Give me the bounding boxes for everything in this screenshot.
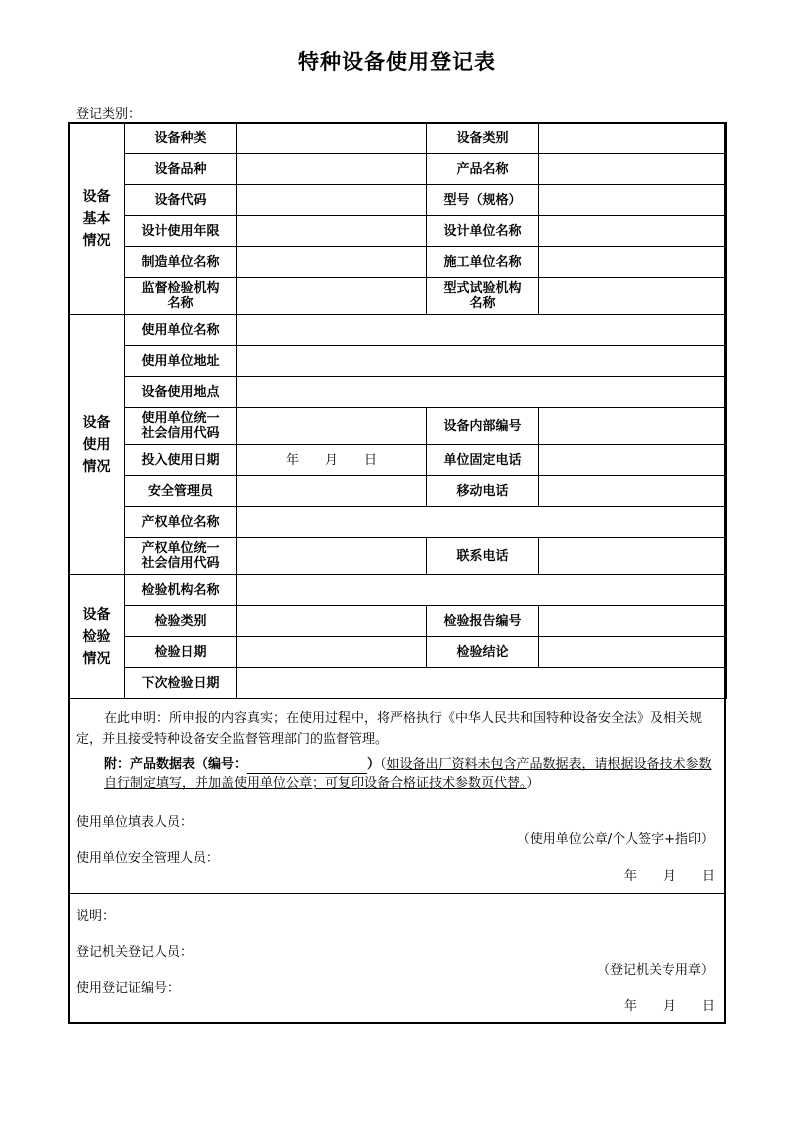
registrar-label: 登记机关登记人员： [76,945,194,960]
label-model-spec: 型号（规格） [427,185,539,216]
section-inspection-info: 设备检验情况 [69,575,125,699]
filler-label: 使用单位填表人员： [76,815,194,830]
label-start-date: 投入使用日期 [125,445,237,476]
registry-date: 年 月 日 [623,999,715,1014]
label-contact-phone: 联系电话 [427,538,539,575]
remarks-label: 说明： [76,909,116,924]
label-next-inspection-date: 下次检验日期 [125,668,237,699]
label-owner-credit-code: 产权单位统一社会信用代码 [125,538,237,575]
label-user-address: 使用单位地址 [125,346,237,377]
form-frame [68,122,726,1024]
attachment-note: 如设备出厂资料未包含产品数据表，请根据设备技术参数自行制定填写，并加盖使用单位公章；可复印设备合格证技术参数页代替。 [104,757,712,791]
label-internal-no: 设备内部编号 [427,408,539,445]
label-design-unit: 设计单位名称 [427,216,539,247]
label-manufacturer: 制造单位名称 [125,247,237,278]
section-basic-info: 设备基本情况 [69,123,125,315]
label-report-no: 检验报告编号 [427,606,539,637]
label-product-name: 产品名称 [427,154,539,185]
label-inspection-date: 检验日期 [125,637,237,668]
attachment-close: ） [367,757,381,772]
registry-seal-note: （登记机关专用章） [596,963,714,978]
registration-type-label: 登记类别： [76,107,142,122]
label-owner-name: 产权单位名称 [125,507,237,538]
field-start-date[interactable]: 年 月 日 [237,445,427,476]
label-user-credit-code: 使用单位统一社会信用代码 [125,408,237,445]
attachment-prefix: 附：产品数据表（编号： [104,757,248,772]
page-title: 特种设备使用登记表 [298,49,496,74]
cert-number-label: 使用登记证编号： [76,981,181,996]
label-supervision-agency: 监督检验机构名称 [125,278,237,315]
attachment-number-blank[interactable] [247,759,367,774]
label-usage-location: 设备使用地点 [125,377,237,408]
label-inspection-agency: 检验机构名称 [125,575,237,606]
label-fixed-phone: 单位固定电话 [427,445,539,476]
safety-manager-sign-label: 使用单位安全管理人员： [76,851,220,866]
declaration-text: 在此申明：所申报的内容真实；在使用过程中，将严格执行《中华人民共和国特种设备安全法》及相关规定，并且接受特种设备安全监督管理部门的监督管理。 [76,711,703,747]
label-mobile: 移动电话 [427,476,539,507]
label-equipment-variety: 设备品种 [125,154,237,185]
user-sign-date: 年 月 日 [623,869,715,884]
label-construction-unit: 施工单位名称 [427,247,539,278]
label-equipment-category: 设备类别 [427,123,539,154]
attachment-note-open: （ [380,757,387,772]
label-inspection-type: 检验类别 [125,606,237,637]
label-design-life: 设计使用年限 [125,216,237,247]
label-safety-manager: 安全管理员 [125,476,237,507]
label-type-test-agency: 型式试验机构名称 [427,278,539,315]
user-seal-note: （使用单位公章/个人签字+指印） [516,832,714,847]
attachment-line [104,755,720,793]
label-equipment-code: 设备代码 [125,185,237,216]
label-user-name: 使用单位名称 [125,315,237,346]
section-divider [69,893,725,894]
attachment-note-close: ） [526,776,540,791]
label-equipment-kind: 设备种类 [125,123,237,154]
section-usage-info: 设备使用情况 [69,315,125,575]
label-inspection-conclusion: 检验结论 [427,637,539,668]
